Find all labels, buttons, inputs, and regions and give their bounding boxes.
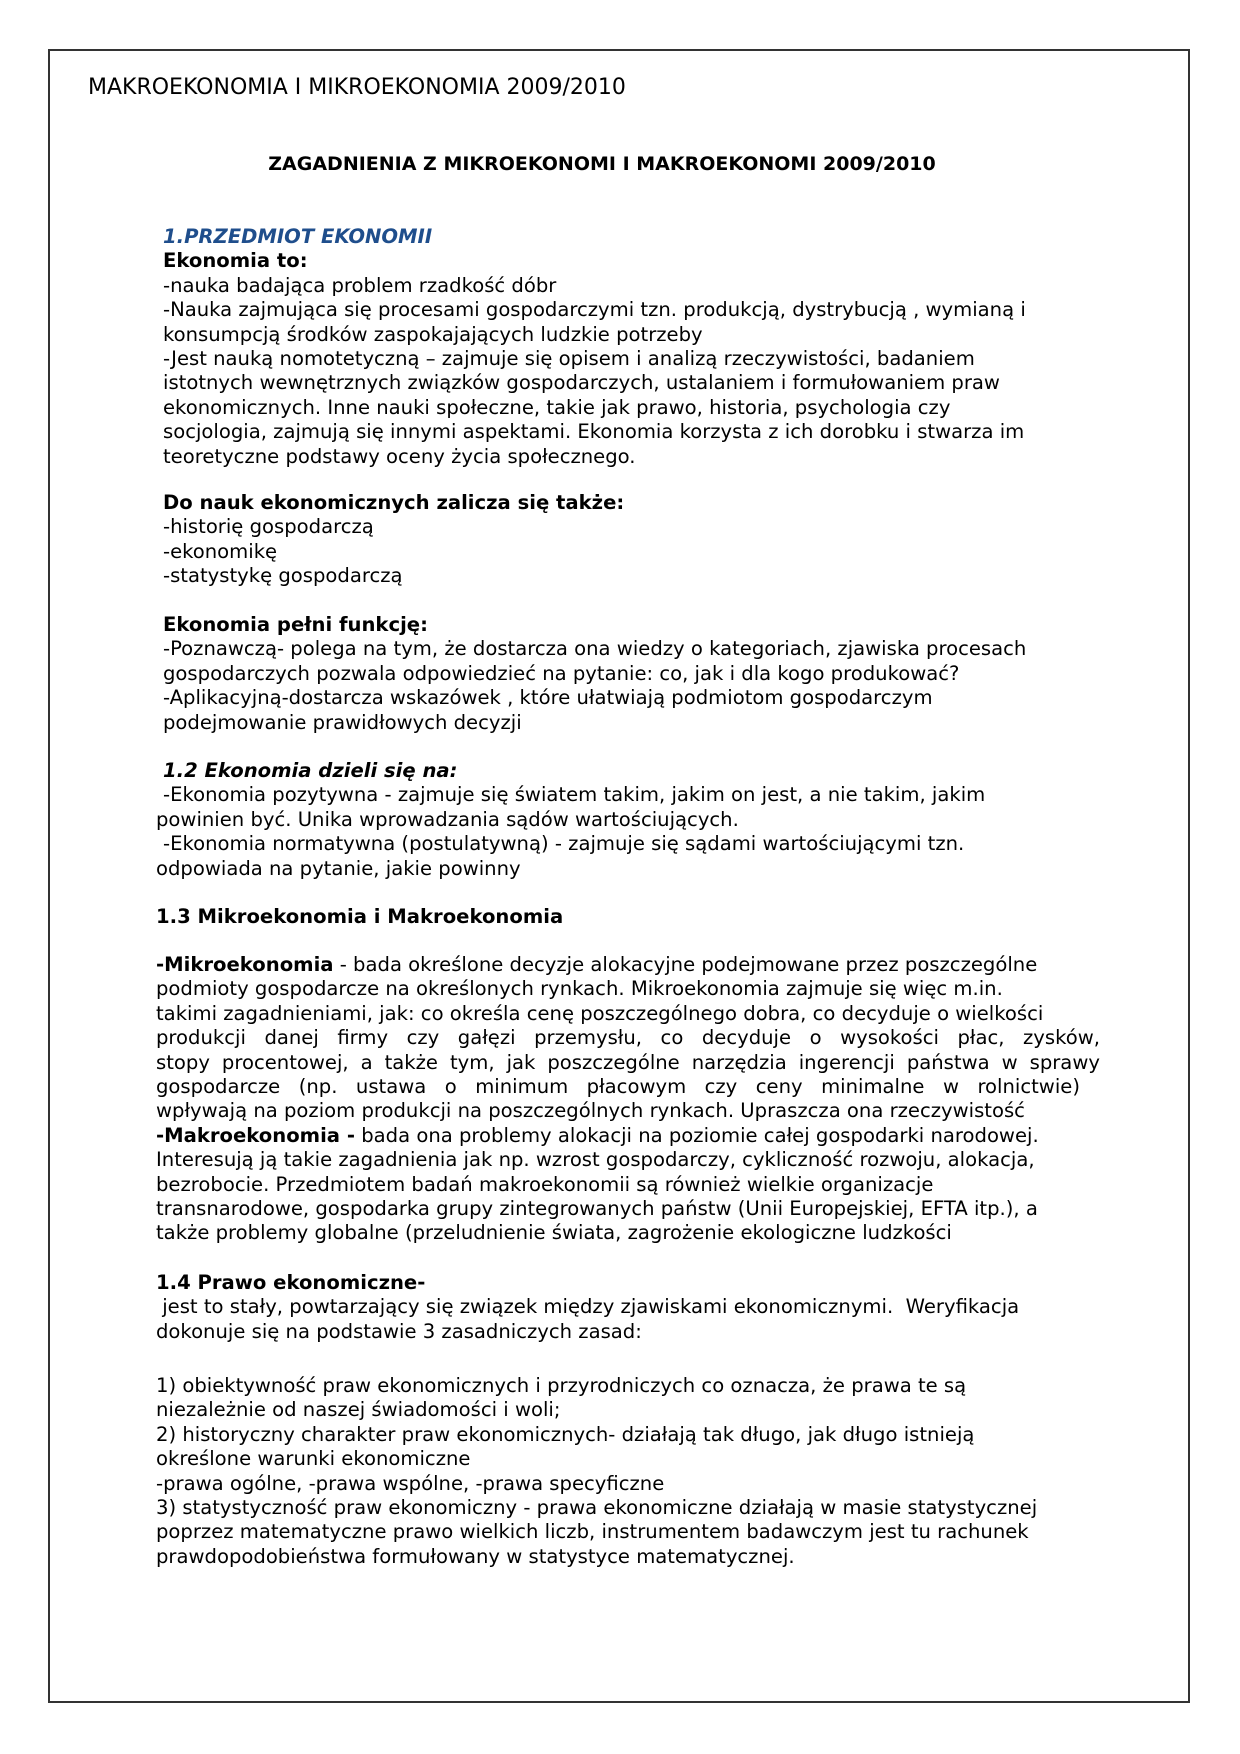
text-line: -Ekonomia pozytywna - zajmuje się światem takim, jakim on jest, a nie takim, jakim — [163, 783, 986, 807]
list-item: prawdopodobieństwa formułowany w statystyce matematycznej. — [156, 1544, 795, 1568]
text-line: istotnych wewnętrznych związków gospodarczych, ustalaniem i formułowaniem praw — [163, 371, 1000, 395]
section-mikro-makro — [156, 905, 563, 929]
list-item: określone warunki ekonomiczne — [156, 1447, 471, 1471]
text-line: -Ekonomia normatywna (postulatywną) - zajmuje się sądami wartościującymi tzn. — [163, 832, 965, 856]
text-line: odpowiada na pytanie, jakie powinny — [156, 856, 521, 880]
text-line: -nauka badająca problem rzadkość dóbr — [163, 273, 557, 297]
text-line-justified: gospodarcze (np. ustawa o minimum płacowym czy ceny minimalne w rolnictwie) — [156, 1074, 1080, 1098]
section-funkcje-ekonomii — [163, 613, 1026, 735]
list-item: poprzez matematyczne prawo wielkich liczb, instrumentem badawczym jest tu rachunek — [156, 1520, 1029, 1544]
text-line: dokonuje się na podstawie 3 zasadniczych zasad: — [156, 1319, 642, 1343]
text-line: wpływają na poziom produkcji na poszczególnych rynkach. Upraszcza ona rzeczywistość — [156, 1099, 1025, 1123]
list-item: 3) statystyczność praw ekonomiczny - prawa ekonomiczne działają w masie statystycznej — [156, 1495, 1038, 1519]
text-line: powinien być. Unika wprowadzania sądów wartościujących. — [156, 808, 739, 831]
term-makroekonomia: -Makroekonomia - — [156, 1123, 355, 1147]
list-item: 2) historyczny charakter praw ekonomicznych- działają tak długo, jak długo istnieją — [156, 1422, 975, 1446]
mikroekonomia-paragraph — [156, 953, 1100, 1246]
section-podzial-ekonomii — [163, 759, 985, 808]
text-line: transnarodowe, gospodarka grupy zintegrowanych państw (Unii Europejskiej, EFTA itp.), a — [156, 1196, 1038, 1220]
section-heading: 1.4 Prawo ekonomiczne- — [156, 1271, 426, 1294]
section-heading: 1.PRZEDMIOT EKONOMII — [163, 225, 433, 248]
section-przedmiot-ekonomii — [163, 225, 1026, 469]
text-line: także problemy globalne (przeludnienie świata, zagrożenie ekologiczne ludzkości — [156, 1221, 952, 1245]
text-line: konsumpcją środków zaspokajających ludzkie potrzeby — [163, 322, 703, 346]
text-line: -Jest nauką nomotetyczną – zajmuje się opisem i analizą rzeczywistości, badaniem — [163, 346, 975, 370]
prawo-ekonomiczne-list — [156, 1374, 1037, 1569]
term-mikroekonomia: -Mikroekonomia — [156, 953, 334, 976]
section-heading: Do nauk ekonomicznych zalicza się także: — [163, 491, 625, 514]
text-fragment: - bada określone decyzje alokacyjne podejmowane przez poszczególne — [333, 953, 1038, 976]
list-item: -statystykę gospodarczą — [163, 564, 403, 588]
list-item: -ekonomikę — [163, 539, 278, 563]
section-subheading: Ekonomia to: — [163, 249, 308, 273]
text-line: -Nauka zajmująca się procesami gospodarczymi tzn. produkcją, dystrybucją , wymianą i — [163, 298, 1026, 322]
list-item: niezależnie od naszej świadomości i woli; — [156, 1398, 561, 1422]
document-title: ZAGADNIENIA Z MIKROEKONOMI I MAKROEKONOMI 2009/2010 — [268, 153, 936, 175]
section-prawo-ekonomiczne — [156, 1271, 1019, 1344]
text-line: podejmowanie prawidłowych decyzji — [163, 710, 522, 734]
text-line: -Aplikacyjną-dostarcza wskazówek , które ułatwiają podmiotom gospodarczym — [163, 686, 933, 710]
section-heading: 1.3 Mikroekonomia i Makroekonomia — [156, 905, 564, 928]
list-item: -prawa ogólne, -prawa wspólne, -prawa specyficzne — [156, 1471, 665, 1495]
text-line: ekonomicznych. Inne nauki społeczne, takie jak prawo, historia, psychologia czy — [163, 395, 951, 419]
text-line: bezrobocie. Przedmiotem badań makroekonomii są również wielkie organizacje — [156, 1172, 934, 1196]
text-line: teoretyczne podstawy oceny życia społecznego. — [163, 444, 636, 468]
text-line: Interesują ją takie zagadnienia jak np. wzrost gospodarczy, cykliczność rozwoju, alokacja, — [156, 1148, 1035, 1172]
text-line: takimi zagadnieniami, jak: co określa cenę poszczególnego dobra, co decyduje o wielkości — [156, 1001, 1044, 1025]
section-heading: 1.2 Ekonomia dzieli się na: — [163, 759, 458, 782]
list-item: -historię gospodarczą — [163, 515, 374, 539]
text-line: socjologia, zajmują się innymi aspektami. Ekonomia korzysta z ich dorobku i stwarza im — [163, 420, 1025, 444]
text-line: podmioty gospodarcze na określonych rynkach. Mikroekonomia zajmuje się więc m.in. — [156, 977, 1003, 1001]
text-line: jest to stały, powtarzający się związek między zjawiskami ekonomicznymi. Weryfikacja — [156, 1295, 1020, 1319]
text-line: gospodarczych pozwala odpowiedzieć na pytanie: co, jak i dla kogo produkować? — [163, 661, 960, 685]
section-podzial-ekonomii-cont — [156, 808, 964, 881]
text-line-justified: produkcji danej firmy czy gałęzi przemysłu, co decyduje o wysokości płac, zysków, — [156, 1026, 1100, 1050]
page-header: MAKROEKONOMIA I MIKROEKONOMIA 2009/2010 — [88, 75, 626, 100]
list-item: 1) obiektywność praw ekonomicznych i przyrodniczych co oznacza, że prawa te są — [156, 1374, 967, 1397]
text-line-justified: stopy procentowej, a także tym, jak poszczególne narzędzia ingerencji państwa w sprawy — [156, 1050, 1100, 1074]
text-fragment: bada ona problemy alokacji na poziomie całej gospodarki narodowej. — [354, 1123, 1039, 1147]
section-heading: Ekonomia pełni funkcję: — [163, 613, 428, 636]
text-line: -Poznawczą- polega na tym, że dostarcza ona wiedzy o kategoriach, zjawiska procesach — [163, 637, 1027, 661]
section-nauki-ekonomiczne — [163, 491, 624, 589]
